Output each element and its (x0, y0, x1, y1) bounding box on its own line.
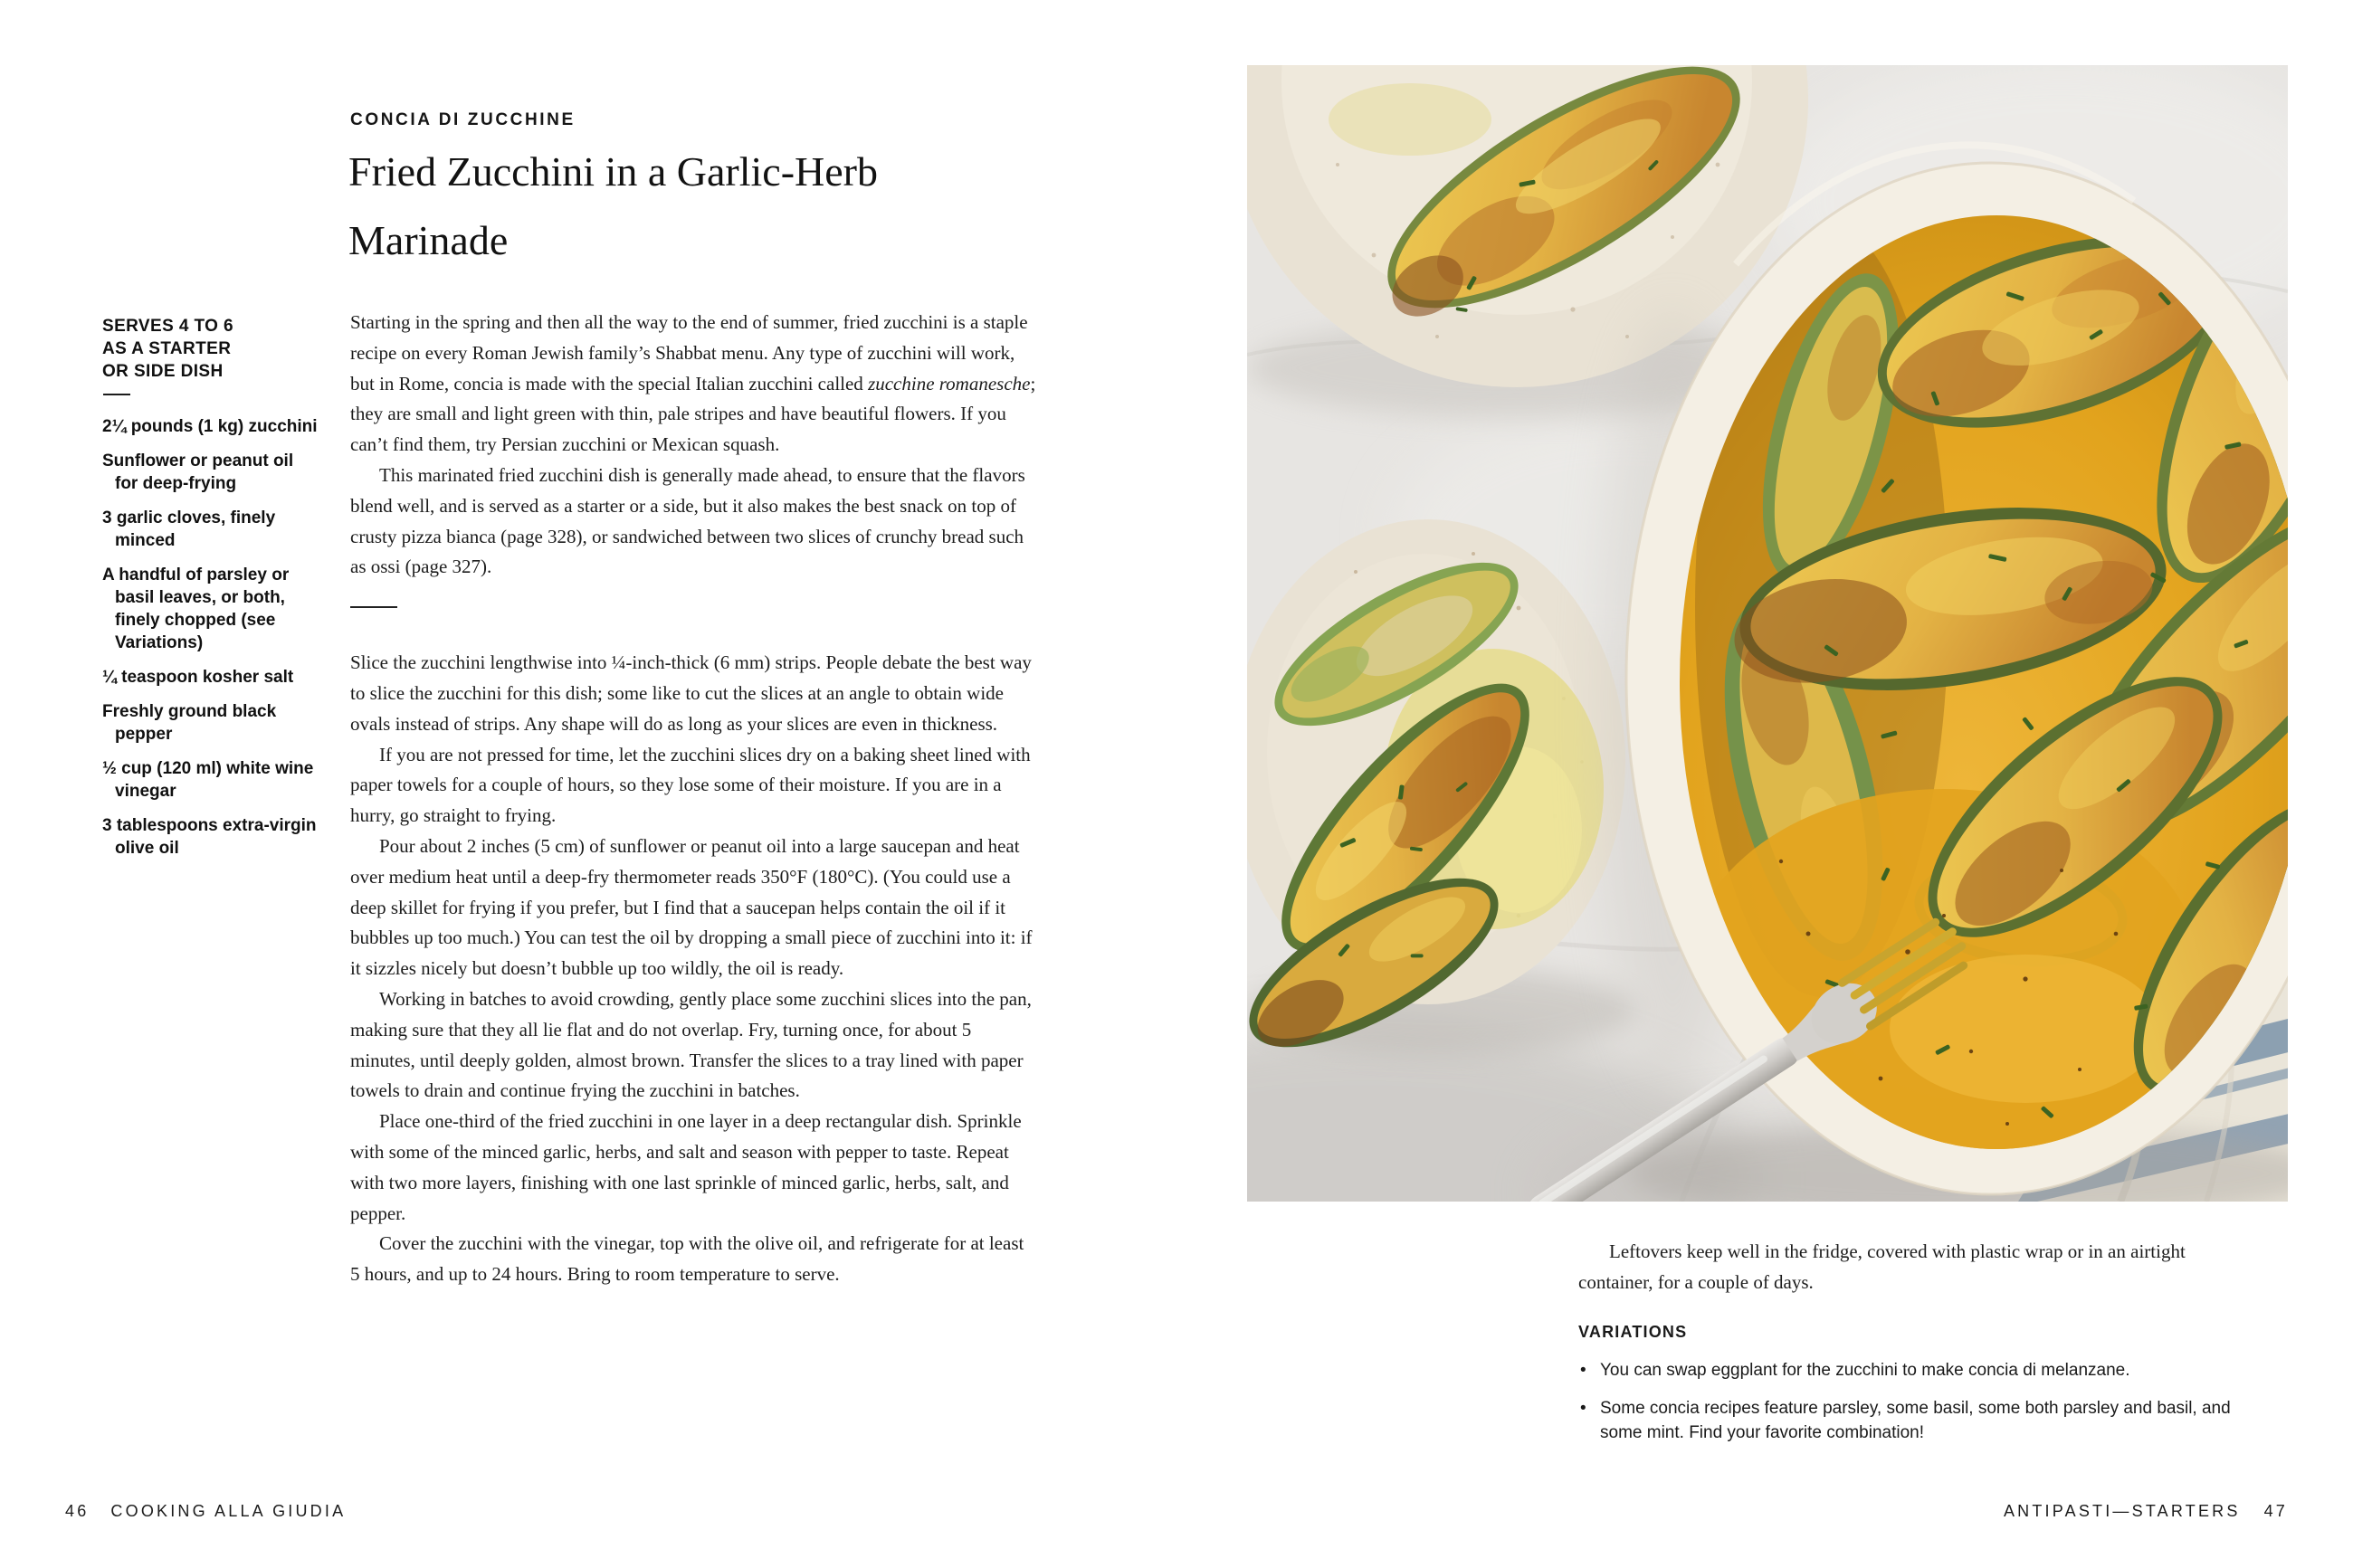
footer-right (2004, 1502, 2288, 1521)
recipe-title (348, 138, 878, 275)
variations-list (1578, 1358, 2266, 1445)
ingredient-item: A handful of parsley or basil leaves, or both, finely chopped (see Variations) (102, 565, 290, 652)
variations-heading: VARIATIONS (1578, 1323, 1688, 1341)
step-paragraph: Pour about 2 inches (5 cm) of sunflower or peanut oil into a large saucepan and heat over medium heat until a deep-fry thermometer reads 350°F (180°C). (You could use a deep skillet for frying if you prefer, but I find that a saucepan helps contain the oil if it bubbles up too much.) You can test the oil by dropping a small piece of zucchini into it: if it sizzles nicely but doesn’t bubble up too wildly, the oil is ready. (350, 834, 1033, 980)
recipe-intro (350, 308, 1036, 583)
recipe-title-line: Fried Zucchini in a Garlic-Herb (348, 148, 878, 195)
ingredient-item: 3 tablespoons extra-virgin olive oil (102, 816, 317, 858)
serves-line: OR SIDE DISH (102, 362, 224, 381)
recipe-steps (350, 648, 1036, 1290)
section-title: ANTIPASTI—STARTERS (2003, 1502, 2241, 1520)
ingredient-item: Sunflower or peanut oil for deep-frying (102, 451, 294, 493)
ingredient-item: Freshly ground black pepper (102, 702, 277, 744)
recipe-body (350, 308, 1036, 1290)
intro-paragraph: This marinated fried zucchini dish is generally made ahead, to ensure that the flavors blend well, and is served as a starter or a side, but it also makes the best snack on top of crusty pizza bianca (page 328), or sandwiched between two slices of crunchy bread such as ossi (page 327). (350, 463, 1025, 578)
ingredient-list (102, 415, 319, 860)
step-paragraph: Working in batches to avoid crowding, gently place some zucchini slices into the pan, making sure that they all lie flat and do not overlap. Fry, turning once, for about 5 minutes, until deeply golden, almost brown. Transfer the slices to a tray lined with paper towels to drain and continue frying the zucchini in batches. (350, 987, 1032, 1102)
ingredient-item: ¼ teaspoon kosher salt (102, 668, 294, 687)
book-title: COOKING ALLA GIUDIA (110, 1502, 347, 1520)
step-paragraph: If you are not pressed for time, let the zucchini slices dry on a baking sheet lined with paper towels for a couple of hours, so they lose some of their moisture. If you are in a hurry, go straight to frying. (350, 743, 1031, 827)
variation-item: • You can swap eggplant for the zucchini to make concia di melanzane. (1578, 1358, 2256, 1383)
page-number: 46 (65, 1502, 90, 1520)
recipe-eyebrow: CONCIA DI ZUCCHINE (350, 110, 576, 129)
serves-note (102, 315, 319, 383)
leftovers-note (1578, 1236, 2212, 1297)
recipe-sidebar (102, 315, 319, 871)
recipe-title-line: Marinade (348, 217, 509, 263)
dish-photo (1247, 65, 2288, 1202)
section-rule (350, 606, 397, 608)
variations-section (1578, 1323, 2266, 1459)
page-number: 47 (2263, 1502, 2288, 1520)
ingredient-item: 3 garlic cloves, finely minced (102, 508, 276, 550)
leftovers-paragraph: Leftovers keep well in the fridge, covered with plastic wrap or in an airtight container, for a couple of days. (1578, 1240, 2186, 1293)
ingredient-item: 2¼ pounds (1 kg) zucchini (102, 417, 318, 436)
step-paragraph: Place one-third of the fried zucchini in one layer in a deep rectangular dish. Sprinkle with some of the minced garlic, herbs, and salt and season with pepper to taste. Repeat with two more layers, finishing with one last sprinkle of minced garlic, herbs, salt, and pepper. (350, 1110, 1022, 1224)
footer-left (65, 1502, 346, 1521)
ingredient-item: ½ cup (120 ml) white wine vinegar (102, 759, 314, 801)
sidebar-divider (103, 394, 130, 395)
step-paragraph: Cover the zucchini with the vinegar, top with the olive oil, and refrigerate for at least 5 hours, and up to 24 hours. Bring to room temperature to serve. (350, 1232, 1024, 1286)
serves-line: AS A STARTER (102, 339, 232, 358)
intro-paragraph: Starting in the spring and then all the way to the end of summer, fried zucchini is a staple recipe on every Roman Jewish family’s Shabbat menu. Any type of zucchini will work, but in Rome, concia is made with the special Italian zucchini called zucchine romanesche; they are small and light green with thin, pale stripes and have beautiful flowers. If you can’t find them, try Persian zucchini or Mexican squash. (350, 311, 1036, 456)
variation-item: • Some concia recipes feature parsley, some basil, some both parsley and basil, and some mint. Find your favorite combination! (1578, 1396, 2256, 1445)
serves-line: SERVES 4 TO 6 (102, 317, 233, 336)
step-paragraph: Slice the zucchini lengthwise into ¼-inch-thick (6 mm) strips. People debate the best way to slice the zucchini for this dish; some like to cut the slices at an angle to obtain wide ovals instead of strips. Any shape will do as long as your slices are even in thickness. (350, 651, 1032, 735)
dish-photo-illustration (1247, 65, 2288, 1202)
